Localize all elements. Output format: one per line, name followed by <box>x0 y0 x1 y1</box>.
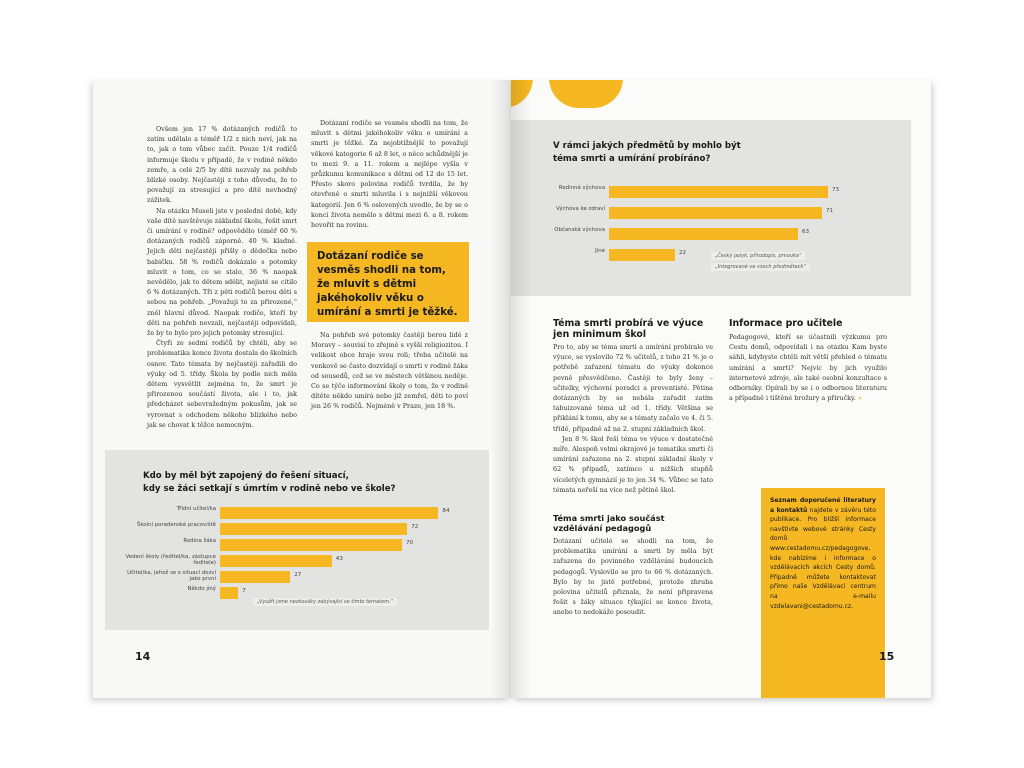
left-column-1 <box>147 124 297 430</box>
decorative-shape <box>549 80 623 108</box>
section-heading: Téma smrti probírá ve výuce jen minimum škol <box>553 318 704 340</box>
pull-quote-text: Dotázaní rodiče se vesměs shodli na tom, že mluvit s dětmi jakéhokoliv věku o umírání a smrti je těžké. <box>317 251 458 318</box>
chart-title-line: V rámci jakých předmětů by mohlo být <box>553 141 741 151</box>
left-page <box>93 80 511 698</box>
chart-annotation: „Český jazyk, přírodopis, prvouka“ <box>711 252 805 260</box>
paragraph: Jen 8 % škol řeší téma ve výuce v dostatečné míře. Alespoň velmi okrajově je tematika smrti či umírání zařazena na 2. stupni základní školy v 62 % případů, zatímco u nižších stupňů víceletých gymnázií je to jen 34 %. Vůbec se tato témata neřeší na více než pětině škol. <box>553 434 713 494</box>
value-label: 22 <box>679 250 687 256</box>
section-heading: Informace pro učitele <box>729 318 843 329</box>
chart-title-right <box>553 140 853 165</box>
bar <box>220 555 332 567</box>
bar <box>609 249 675 261</box>
category-label: Učitel/ka, jehož se s situací dozví jako první <box>127 570 216 583</box>
info-box <box>761 488 885 698</box>
category-label: Jiné <box>595 248 605 254</box>
page-number-left: 14 <box>135 650 151 663</box>
paragraph: Čtyři ze sedmi rodičů by chtěli, aby se problematika konce života dostala do školních osnov. Tato témata by nejčastěji zařadili do výuky od 5. třídy. Škola by podle nich měla dětem vysvětlit zejména to, že smrt je přirozenou součástí života, ale i to, jak předcházet sebevražedným pokusům, jak se vyrovnat s odchodem někoho blízkého nebo jak se chovat k těžce nemocným. <box>147 339 297 429</box>
bar <box>609 186 828 198</box>
value-label: 63 <box>802 229 810 235</box>
chart-annotation: „Využít jsme nezkoušky zabývající se tímto tématem.“ <box>253 598 397 606</box>
category-label: Rodina žáka <box>183 538 216 544</box>
paragraph: Pro to, aby se téma smrti a umírání probíralo ve výuce, se vyslovilo 72 % učitelů, z toho 21 % je o potřebě zařazení tématu do výuky dokonce pevně přesvědčeno. Častěji to byly ženy – učitelky, výchovní poradci a preventisté. Pětina dotázaných by se nebála zařadit zatím tabuizované téma už od 1. třídy. Většina se přiklání k tomu, aby se s tématy začalo ve 4. či 5. třídě, případně až na 2. stupni základních škol. <box>553 343 713 433</box>
paragraph: Na pohřeb své potomky častěji berou lidé z Moravy – souvisí to zřejmě s vyšší religiozitou. I velikost obce hraje svou roli; třeba učitelé na venkově se často dozvídají o smrti v rodině žáka od sousedů, což se ve městech většinou neděje. Co se týče informování školy o tom, že v rodině dítěte někdo umírá nebo již zemřel, děti to poví jen 26 % rodičů. Nejméně v Praze, jen 18 %. <box>311 331 468 411</box>
value-label: 72 <box>411 524 419 530</box>
chart-annotation: „Integrovaně ve všech předmětech“ <box>711 263 810 271</box>
left-column-2-top <box>311 118 468 230</box>
section-1-body <box>553 342 713 495</box>
category-label: Školní poradenské pracoviště <box>136 522 216 528</box>
bar <box>220 523 407 535</box>
left-column-2-bottom <box>311 330 468 412</box>
value-label: 27 <box>294 572 302 578</box>
bar <box>220 507 438 519</box>
chart-title-line: Kdo by měl být zapojený do řešení situací, <box>143 471 349 481</box>
right-page <box>511 80 931 698</box>
bar <box>220 571 290 583</box>
info-box-text: najdete v závěru této publikace. Pro bližší informace navštivte webové stránky Cesty domů www.cestadomu.cz/pedagogove, kde nabízíme i informace o vzdělávacích akcích Cesty domů. Případně můžete kontaktovat přímo naše Vzdělávací centrum na e-mailu vzdelavani@cestadomu.cz. <box>770 506 877 610</box>
spine-shadow <box>491 80 531 698</box>
value-label: 73 <box>832 187 840 193</box>
chart-title-line: kdy se žáci setkají s úmrtím v rodině nebo ve škole? <box>143 483 396 494</box>
category-label: Někdo jiný <box>187 586 216 592</box>
pull-quote <box>307 242 469 322</box>
section-2-body <box>553 536 713 618</box>
magazine-spread <box>93 80 931 698</box>
paragraph: Dotázaní rodiče se vesměs shodli na tom, že mluvit s dětmi jakéhokoliv věku o umírání a smrti je těžké. Za nejobtížnější to považují věkové kategorie 6 až 8 let, o něco schůdnější je to mezi 9. a 11. rokem a nejlépe vyšla v průzkumu komunikace s dětmi od 12 do 15 let. Přesto skoro polovina rodičů tvrdila, že by otevřeně o smrti mluvila i s nejnižší věkovou kategorií. Jen 6 % oslovených uvedlo, že by se o konci života nemělo s dětmi mezi 6. a 8. rokem hovořit na rovinu. <box>311 119 468 230</box>
paragraph: Dotázaní učitelé se shodli na tom, že problematika umírání a smrti by měla být zařazena do povinného vzdělávání budoucích pedagogů. Vyslovilo se pro to 66 % dotázaných. Bylo by to jistě potřebné, protože zhruba polovina učitelů přiznala, že není připravena řešit s žáky situace týkající se konce života, anebo to nedokáže posoudit. <box>553 537 713 617</box>
value-label: 70 <box>406 540 414 546</box>
value-label: 43 <box>335 556 343 562</box>
value-label: 71 <box>826 208 834 214</box>
category-label: Rodinná výchova <box>558 185 605 191</box>
value-label: 84 <box>442 508 450 514</box>
paragraph <box>729 332 887 403</box>
chart-title-line: téma smrti a umírání probíráno? <box>553 153 711 164</box>
bar <box>609 228 798 240</box>
chart-title-left <box>143 470 463 495</box>
section-heading: Téma smrti jako součást vzdělávání pedagogů <box>553 513 665 533</box>
info-box-bold: Seznam doporučené literatury a kontaktů <box>770 497 876 514</box>
paragraph: Ovšem jen 17 % dotázaných rodičů to zatím udělalo a téměř 1/2 z nich neví, jak na to, jak o tom vůbec začít. Pouze 1/4 rodičů informuje školu v případě, že v rodině někdo zemře, a celé 2/5 by dítě nezvaly na pohřeb blízké osoby. Nejčastěji z toho důvodu, že to považují za stresující a pro dítě nevhodný zážitek. <box>147 125 297 205</box>
category-label: Výchova ke zdraví <box>555 206 605 212</box>
category-label: Občanská výchova <box>554 227 605 233</box>
bar <box>220 539 402 551</box>
arrow-icon: » <box>857 394 862 403</box>
page-number-right: 15 <box>879 650 895 663</box>
value-label: 7 <box>242 588 246 594</box>
bar <box>220 587 238 599</box>
section-3-text: Pedagogové, kteří se účastnili výzkumu pro Cestu domů, odpovídali i na otázku Kam byste sáhli, kdybyste chtěli mít větší přehled o tématu umírání a smrti? Nejvíc by jich využilo internetové zdroje, ale také osobní konzultace s odborníky. Opírali by se i o odbornou literaturu a případně i tištěné brožury a příručky. <box>729 333 887 403</box>
category-label: Vedení školy (ředitel/ka, zástupce ředitele) <box>125 554 216 567</box>
category-label: Třídní učitel/ka <box>176 506 216 512</box>
section-3-body <box>729 332 887 403</box>
bar <box>609 207 822 219</box>
paragraph: Na otázku Museli jste v poslední době, kdy vaše dítě navštěvuje základní školu, řešit smrt či umírání v rodině? odpovědělo téměř 60 % dotázaných rodičů záporně. 40 % kladně. Jejich děti nejčastěji přišly o dědečka nebo babičku. 58 % rodičů dokázalo s potomky mluvit o tom, co se stalo, 36 % naopak nevědělo, jak to dětem sdělit, nejisté se cítilo 6 % dotázaných. Tři z pěti rodičů berou děti s sebou na pohřeb. „Považuji to za přirozené,“ zněl hlavní důvod. Naopak rodiče, kteří by děti na pohřeb nevzali, nejčastěji odpovídali, že by to bylo pro jejich potomky stresující. <box>147 206 297 338</box>
